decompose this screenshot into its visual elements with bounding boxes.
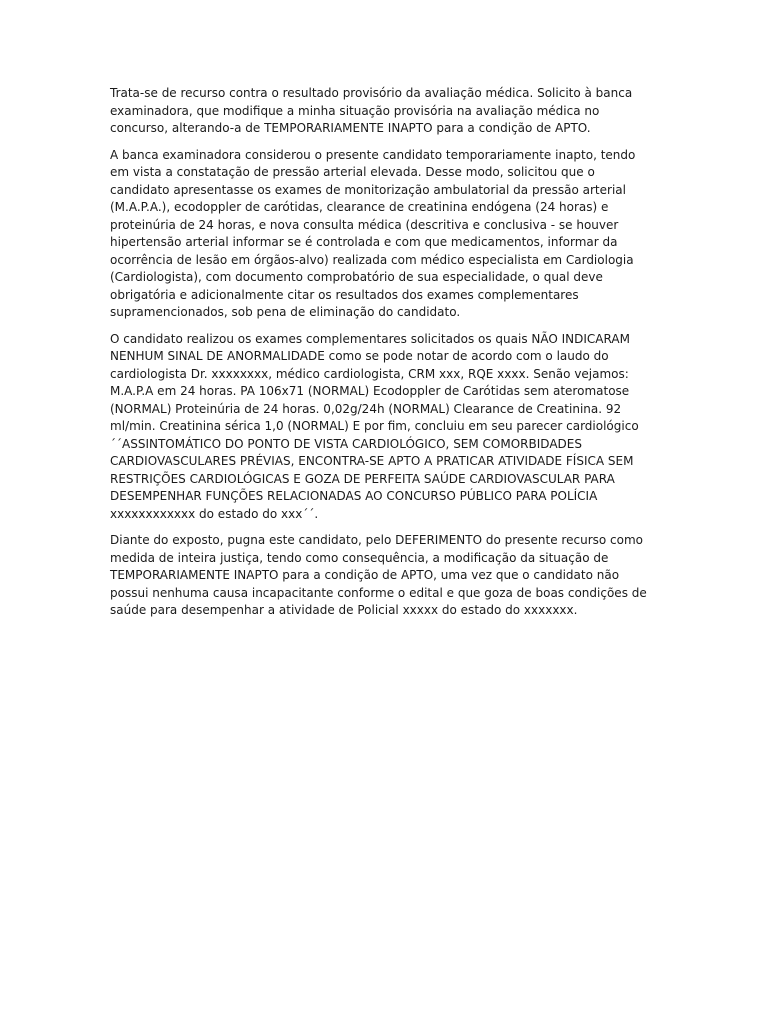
- document-body: [110, 85, 656, 629]
- paragraph-conclusion: Diante do exposto, pugna este candidato, pelo DEFERIMENTO do presente recurso como medida de inteira justiça, tendo como consequência, a modificação da situação de TEMPORARIAMENTE INAPTO para a condição de APTO, uma vez que o candidato não possui nenhuma causa incapacitante conforme o edital e que goza de boas condições de saúde para desempenhar a atividade de Policial xxxxx do estado do xxxxxxx.: [110, 533, 647, 617]
- paragraph-request: Trata-se de recurso contra o resultado provisório da avaliação médica. Solicito à banca examinadora, que modifique a minha situação provisória na avaliação médica no concurso, alterando-a de TEMPORARIAMENTE INAPTO para a condição de APTO.: [110, 86, 633, 135]
- paragraph-background: A banca examinadora considerou o presente candidato temporariamente inapto, tendo em vista a constatação de pressão arterial elevada. Desse modo, solicitou que o candidato apresentasse os exames de monitorização ambulatorial da pressão arterial (M.A.P.A.), ecodoppler de carótidas, clearance de creatinina endógena (24 horas) e proteinúria de 24 horas, e nova consulta médica (descritiva e conclusiva - se houver hipertensão arterial informar se é controlada e com que medicamentos, informar da ocorrência de lesão em órgãos-alvo) realizada com médico especialista em Cardiologia (Cardiologista), com documento comprobatório de sua especialidade, o qual deve obrigatória e adicionalmente citar os resultados dos exames complementares supramencionados, sob pena de eliminação do candidato.: [110, 147, 636, 319]
- paragraph-exam-results: O candidato realizou os exames complementares solicitados os quais NÃO INDICARAM NENHUM SINAL DE ANORMALIDADE como se pode notar de acordo com o laudo do cardiologista Dr. xxxxxxxx, médico cardiologista, CRM xxx, RQE xxxx. Senão vejamos: M.A.P.A em 24 horas. PA 106x71 (NORMAL) Ecodoppler de Carótidas sem ateromatose (NORMAL) Proteinúria de 24 horas. 0,02g/24h (NORMAL) Clearance de Creatinina. 92 ml/min. Creatinina sérica 1,0 (NORMAL) E por fim, concluiu em seu parecer cardiológico ´´ASSINTOMÁTICO DO PONTO DE VISTA CARDIOLÓGICO, SEM COMORBIDADES CARDIOVASCULARES PRÉVIAS, ENCONTRA-SE APTO A PRATICAR ATIVIDADE FÍSICA SEM RESTRIÇÕES CARDIOLÓGICAS E GOZA DE PERFEITA SAÚDE CARDIOVASCULAR PARA DESEMPENHAR FUNÇÕES RELACIONADAS AO CONCURSO PÚBLICO PARA POLÍCIA xxxxxxxxxxxx do estado do xxx´´.: [110, 331, 639, 521]
